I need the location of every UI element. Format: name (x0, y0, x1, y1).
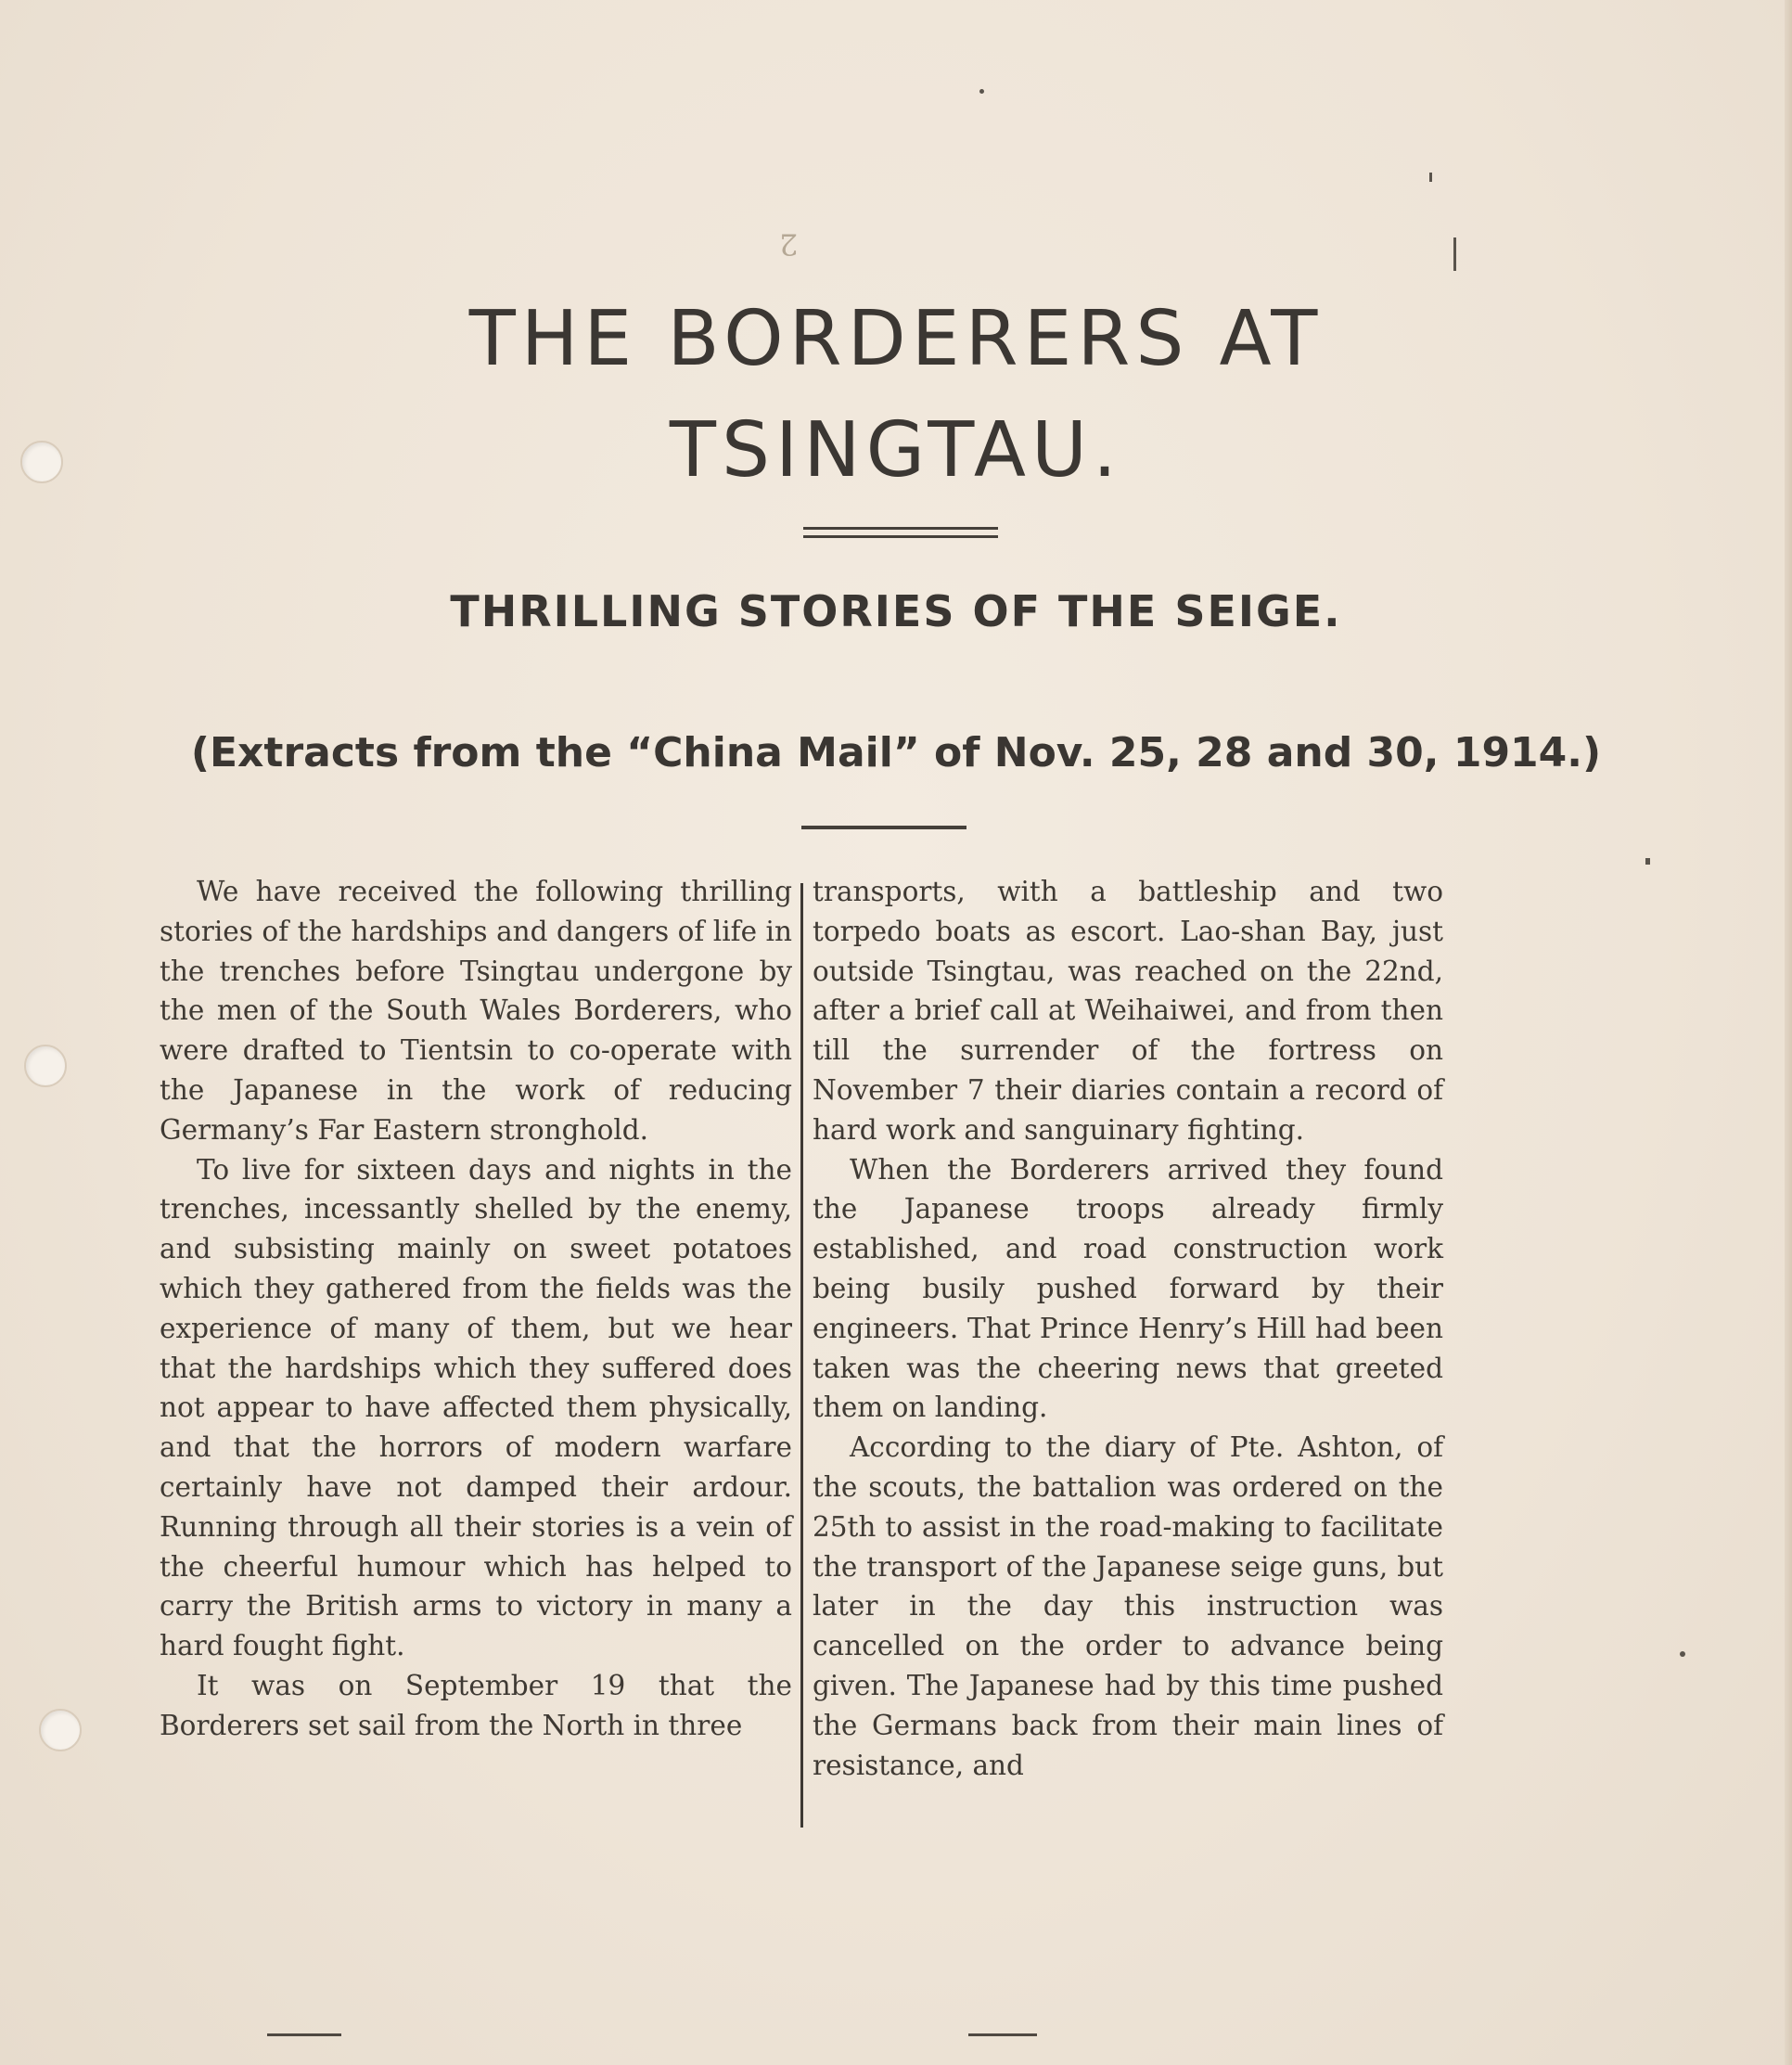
punch-hole-bottom (39, 1709, 82, 1751)
right-column (813, 872, 1443, 1785)
ink-speck (1429, 173, 1432, 182)
paragraph: It was on September 19 that the Borderers set sail from the North in three (160, 1669, 792, 1741)
title-double-rule-top (803, 527, 998, 530)
ink-speck (1645, 858, 1650, 865)
ink-speck (1453, 237, 1456, 271)
paragraph: To live for sixteen days and nights in the trenches, incessantly shelled by the enemy, and subsisting mainly on sweet potatoes which they gathered from the fields was the experience of many of them, but we hear that the hardships which they suffered does not appear to have affected them physically, and that the horrors of modern warfare certainly have not damped their ardour. Running through all their stories is a vein of the cheerful humour which has helped to carry the British arms to victory in many a hard fought fight. (160, 1153, 792, 1662)
page-number: 2 (779, 226, 799, 262)
paragraph: We have received the following thrilling stories of the hardships and dangers of life in the trenches before Tsingtau undergone by the men of the South Wales Borderers, who were drafted to Tientsin to co-operate with the Japanese in the work of reducing Germany’s Far Eastern stronghold. (160, 876, 792, 1146)
title-line-2: TSINGTAU. (669, 406, 1123, 494)
ink-speck (1680, 1651, 1685, 1657)
extracts-rule (801, 826, 966, 829)
footer-dash-left (267, 2033, 341, 2036)
paragraph: When the Borderers arrived they found the Japanese troops already firmly established, and road construction work being busily pushed forward by their engineers. That Prince Henry’s Hill had been taken was the cheering news that greeted them on landing. (813, 1153, 1443, 1424)
title-line-1: THE BORDERERS AT (468, 295, 1324, 383)
title-double-rule-bottom (803, 535, 998, 538)
column-divider (800, 883, 803, 1828)
ink-speck (979, 89, 984, 94)
extracts-line: (Extracts from the “China Mail” of Nov. 25, 28 and 30, 1914.) (190, 729, 1602, 776)
punch-hole-middle (24, 1045, 67, 1087)
footer-dash-right (968, 2033, 1037, 2036)
paragraph: According to the diary of Pte. Ashton, of the scouts, the battalion was ordered on the 25th to assist in the road-making to facilitate the transport of the Japanese seige guns, but later in the day this instruction was cancelled on the order to advance being given. The Japanese had by this time pushed the Germans back from their main lines of resistance, and (813, 1431, 1443, 1781)
paragraph: transports, with a battleship and two torpedo boats as escort. Lao-shan Bay, just outside Tsingtau, was reached on the 22nd, after a brief call at Weihaiwei, and from then till the surrender of the fortress on November 7 their diaries contain a record of hard work and sanguinary fighting. (813, 876, 1443, 1146)
left-column (160, 872, 792, 1746)
subtitle: THRILLING STORIES OF THE SEIGE. (450, 586, 1342, 636)
